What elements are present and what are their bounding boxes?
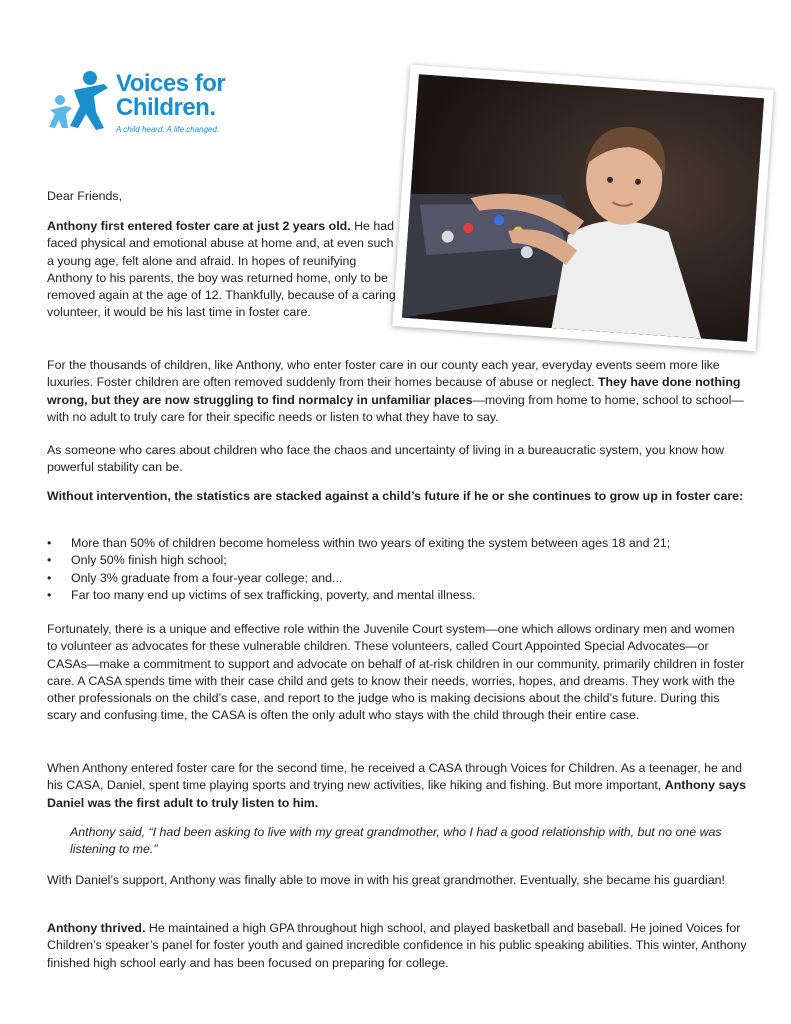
- logo-tagline: A child heard. A life changed.: [116, 125, 220, 134]
- paragraph-stability: As someone who cares about children who face the chaos and uncertainty of living in a bureaucratic system, you know how powerful stability can be.: [47, 443, 725, 475]
- paragraph-casa-role: Fortunately, there is a unique and effective role within the Juvenile Court system—one which allows ordinary men and women to volunteer as advocates for these vulnerable children. These volunteers, called Court Appointed Special Advocates—or CASAs—make a commitment to support and advocate on behalf of at-risk children in our community, primarily children in foster care. A CASA spends time with their case child and gets to know their needs, worries, hopes, and dreams. They work with the other professionals on the child’s case, and report to the judge who is making decisions about the child’s future. During this scary and confusing time, the CASA is often the only adult who stays with the child through their entire case.: [47, 622, 745, 723]
- p7-text: He maintained a high GPA throughout high school, and played basketball and baseball. He joined Voices for Children’s speaker’s panel for foster youth and gained incredible confidence in his public speaking abilities. This winter, Anthony finished high school early and has been focused on preparing for college.: [47, 921, 747, 970]
- salutation: Dear Friends,: [47, 189, 123, 203]
- children-figures-icon: [46, 70, 114, 132]
- paragraph-statistics-heading: Without intervention, the statistics are stacked against a child’s future if he or she continues to grow up in foster care:: [47, 489, 744, 503]
- paragraph-everyday-events: [47, 357, 747, 426]
- p1-start: For the thousands of children, like Anthony, who enter foster care in our county each year, everyday events seem more like luxuries. Foster children are often removed suddenly from their homes because of abuse or neglect.: [47, 358, 720, 390]
- photo-illustration: [402, 74, 764, 342]
- voices-for-children-logo: [46, 70, 246, 140]
- logo-wordmark: [116, 72, 225, 120]
- list-item: • Only 50% finish high school;: [47, 552, 747, 569]
- p5-bold: Anthony says Daniel was the first adult to truly listen to him.: [47, 778, 747, 810]
- list-item: • Far too many end up victims of sex trafficking, poverty, and mental illness.: [47, 587, 747, 604]
- list-item: • More than 50% of children become homeless within two years of exiting the system between ages 18 and 21;: [47, 535, 747, 552]
- paragraph-anthony-thrived: [47, 920, 747, 972]
- intro-paragraph: [47, 218, 397, 322]
- intro-bold: Anthony first entered foster care at just 2 years old.: [47, 219, 351, 233]
- anthony-quote: [70, 824, 747, 859]
- statistics-list: [47, 535, 747, 604]
- boy-at-arcade-photo: [402, 74, 764, 342]
- logo-line-1: Voices for: [116, 70, 226, 97]
- p1-end: —moving from home to home, school to school—with no adult to truly care for their specific needs or listen to what they have to say.: [47, 392, 744, 424]
- quote-lead: Anthony said,: [70, 825, 149, 839]
- logo-line-2: Children.: [116, 94, 216, 121]
- p5-start: When Anthony entered foster care for the second time, he received a CASA through Voices for Children. As a teenager, he and his CASA, Daniel, spent time playing sports and trying new activities, like hiking and fishing. But more important,: [47, 761, 742, 793]
- paragraph-anthony-casa: [47, 760, 747, 812]
- paragraph-grandmother: With Daniel’s support, Anthony was finally able to move in with his great grandmother. Eventually, she became his guardian!: [47, 873, 725, 887]
- photo-frame: [392, 65, 773, 352]
- list-item: • Only 3% graduate from a four-year college; and...: [47, 570, 747, 587]
- p1-bold: They have done nothing wrong, but they are now struggling to find normalcy in unfamiliar places: [47, 375, 741, 407]
- p7-bold: Anthony thrived.: [47, 921, 146, 935]
- intro-text: He had faced physical and emotional abuse at home and, at even such a young age, felt alone and afraid. In hopes of reunifying Anthony to his parents, the boy was returned home, only to be removed again at the age of 12. Thankfully, because of a caring volunteer, it would be his last time in foster care.: [47, 219, 396, 320]
- quote-text: “I had been asking to live with my great grandmother, who I had a good relationship with, but no one was listening to me.”: [70, 825, 722, 857]
